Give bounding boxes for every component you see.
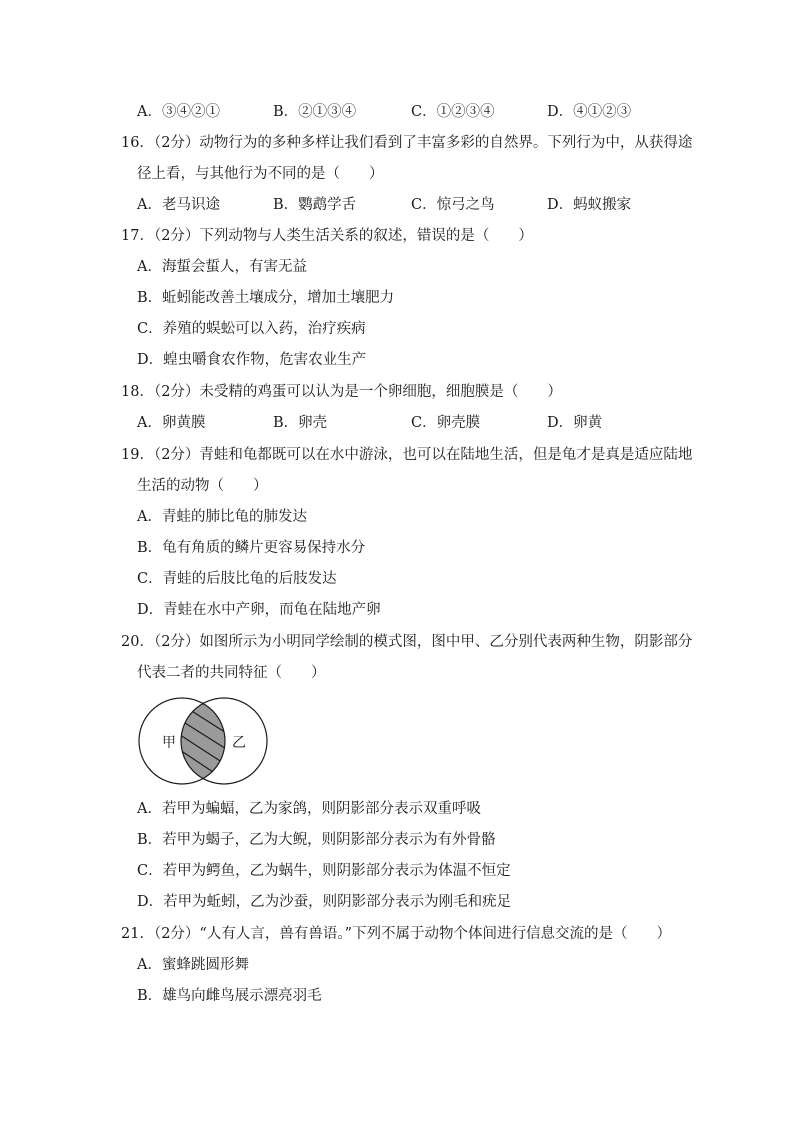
q21-option-b: B．雄鸟向雌鸟展示漂亮羽毛 [137,988,322,1004]
q16-option-a: A．老马识途 [137,197,220,213]
venn-diagram [136,696,270,786]
q19-stem-line1: 19．（2分）青蛙和龟都既可以在水中游泳，也可以在陆地生活，但是龟才是真是适应陆地 [121,447,693,463]
q16-option-c: C．惊弓之鸟 [411,197,495,213]
q18-options [0,413,794,433]
q16-stem-line2: 径上看，与其他行为不同的是（ ） [137,166,384,182]
q21-stem: 21．（2分）“人有人言，兽有兽语。”下列不属于动物个体间进行信息交流的是（ ） [121,926,671,942]
q16-stem-line1: 16．（2分）动物行为的多种多样让我们看到了丰富多彩的自然界。下列行为中，从获得途 [121,135,693,151]
q17-option-b: B．蚯蚓能改善土壤成分，增加土壤肥力 [137,290,395,306]
q20-option-a: A．若甲为蝙蝠，乙为家鸽，则阴影部分表示双重呼吸 [137,801,481,817]
q20-stem-line2: 代表二者的共同特征（ ） [137,665,326,681]
q18-option-a: A．卵黄膜 [137,415,206,431]
q16-options [0,195,794,215]
q18-option-b: B．卵壳 [273,415,328,431]
q18-option-d: D．卵黄 [547,415,603,431]
q19-option-c: C．青蛙的后肢比龟的后肢发达 [137,571,337,587]
q15-option-a: A．③④②① [137,104,220,120]
q19-option-a: A．青蛙的肺比龟的肺发达 [137,509,307,525]
q20-stem-line1: 20．（2分）如图所示为小明同学绘制的模式图，图中甲、乙分别代表两种生物，阴影部分 [121,634,693,650]
q17-option-d: D．蝗虫嚼食农作物，危害农业生产 [137,352,367,368]
q16-option-d: D．蚂蚁搬家 [547,197,632,213]
q19-option-d: D．青蛙在水中产卵，而龟在陆地产卵 [137,602,381,618]
label-jia: 甲 [162,735,176,751]
overlap-region [136,696,270,786]
q18-stem: 18．（2分）未受精的鸡蛋可以认为是一个卵细胞，细胞膜是（ ） [121,384,562,400]
q15-option-b: B．②①③④ [273,104,357,120]
q17-stem: 17．（2分）下列动物与人类生活关系的叙述，错误的是（ ） [121,228,533,244]
q15-options [0,102,794,122]
q17-option-c: C．养殖的蜈蚣可以入药，治疗疾病 [137,321,366,337]
q19-option-b: B．龟有角质的鳞片更容易保持水分 [137,540,366,556]
q17-option-a: A．海蜇会蜇人，有害无益 [137,259,307,275]
q18-option-c: C．卵壳膜 [411,415,481,431]
q20-option-c: C．若甲为鳄鱼，乙为蜗牛，则阴影部分表示为体温不恒定 [137,863,511,879]
q16-option-b: B．鹦鹉学舌 [273,197,357,213]
q15-option-d: D．④①②③ [547,104,632,120]
q15-option-c: C．①②③④ [411,104,495,120]
q20-option-b: B．若甲为蝎子，乙为大鲵，则阴影部分表示为有外骨骼 [137,832,496,848]
label-yi: 乙 [232,735,246,751]
q20-option-d: D．若甲为蚯蚓，乙为沙蚕，则阴影部分表示为刚毛和疣足 [137,894,512,910]
q19-stem-line2: 生活的动物（ ） [137,478,268,494]
q21-option-a: A．蜜蜂跳圆形舞 [137,957,249,973]
